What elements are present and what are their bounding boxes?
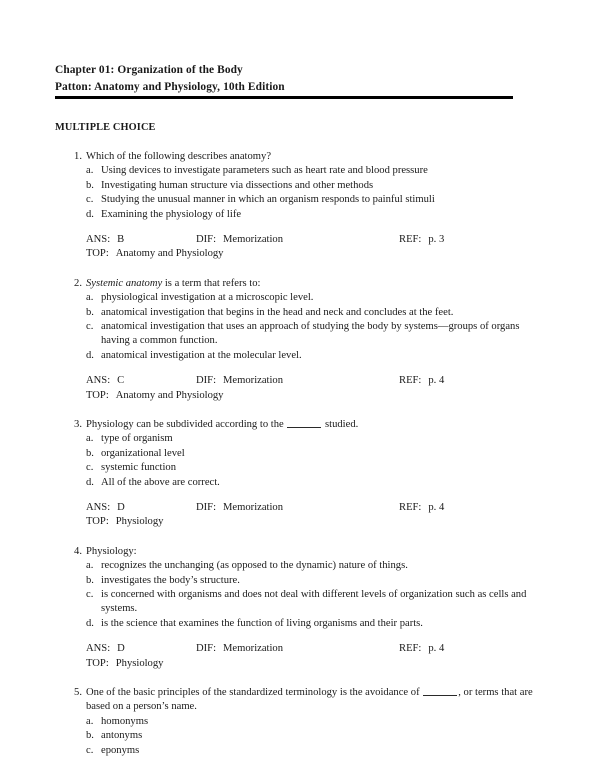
answer-key-row-primary — [86, 233, 540, 247]
option-letter: b. — [86, 306, 94, 318]
answer-label: ANS: — [86, 502, 111, 514]
option-letter: c. — [86, 589, 94, 601]
reference-label: REF: — [399, 375, 422, 387]
option-text: type of organism — [101, 433, 173, 445]
topic-value: Physiology — [115, 516, 164, 528]
answer-field — [86, 374, 124, 388]
difficulty-value: Memorization — [223, 375, 284, 387]
option-item[interactable] — [55, 179, 540, 193]
reference-value: p. 3 — [428, 234, 445, 246]
answer-key-row-topic — [86, 389, 540, 403]
answer-key-row-primary — [86, 642, 540, 656]
option-text: organizational level — [101, 447, 185, 459]
answer-key-block — [55, 233, 540, 262]
header-divider-rule — [55, 96, 513, 99]
topic-value: Physiology — [115, 657, 164, 669]
option-item[interactable] — [55, 574, 540, 588]
answer-key-block — [55, 374, 540, 403]
option-text: anatomical investigation at the molecular level. — [101, 349, 302, 361]
answer-key-block — [55, 642, 540, 671]
stem-text: Physiology: — [86, 545, 137, 557]
option-letter: c. — [86, 194, 94, 206]
option-item[interactable] — [55, 744, 540, 758]
answer-key-block — [55, 501, 540, 530]
question-item — [55, 545, 540, 671]
question-item — [55, 686, 540, 758]
stem-text: studied. — [322, 419, 359, 431]
option-text: Investigating human structure via dissections and other methods — [101, 179, 374, 191]
stem-text: Which of the following describes anatomy? — [86, 151, 272, 162]
option-text: Studying the unusual manner in which an organism responds to painful stimuli — [101, 194, 435, 206]
option-item[interactable] — [55, 291, 540, 305]
reference-field — [399, 642, 444, 656]
option-text: physiological investigation at a microscopic level. — [101, 292, 314, 304]
option-list — [55, 559, 540, 631]
document-header — [55, 62, 540, 95]
difficulty-label: DIF: — [196, 502, 217, 514]
option-letter: b. — [86, 730, 94, 742]
stem-text: One of the basic principles of the standardized terminology is the avoidance of — [86, 687, 423, 699]
difficulty-field — [196, 642, 283, 656]
option-item[interactable] — [55, 208, 540, 222]
option-letter: b. — [86, 447, 94, 459]
difficulty-field — [196, 374, 283, 388]
option-item[interactable] — [55, 193, 540, 207]
question-number: 3. — [74, 419, 82, 431]
option-list — [55, 164, 540, 222]
option-letter: d. — [86, 617, 94, 629]
answer-value: D — [117, 643, 125, 655]
reference-label: REF: — [399, 502, 422, 514]
option-text: antonyms — [101, 730, 143, 742]
reference-field — [399, 233, 444, 247]
option-item[interactable] — [55, 320, 540, 349]
question-item — [55, 277, 540, 403]
option-letter: a. — [86, 165, 94, 177]
question-stem — [55, 277, 540, 291]
answer-key-row-topic — [86, 247, 540, 261]
option-list — [55, 432, 540, 490]
answer-key-row-primary — [86, 374, 540, 388]
question-number: 1. — [74, 151, 82, 162]
option-item[interactable] — [55, 432, 540, 446]
question-number: 4. — [74, 545, 82, 557]
option-text: recognizes the unchanging (as opposed to the dynamic) nature of things. — [101, 560, 408, 572]
topic-label: TOP: — [86, 657, 109, 669]
question-stem — [55, 545, 540, 559]
answer-label: ANS: — [86, 234, 111, 246]
difficulty-label: DIF: — [196, 375, 217, 387]
option-text: is the science that examines the function of living organisms and their parts. — [101, 617, 423, 629]
section-heading-multiple-choice: MULTIPLE CHOICE — [55, 122, 156, 133]
topic-label: TOP: — [86, 248, 109, 260]
answer-field — [86, 233, 124, 247]
question-stem — [55, 686, 540, 715]
option-item[interactable] — [55, 164, 540, 178]
option-letter: d. — [86, 349, 94, 361]
difficulty-value: Memorization — [223, 502, 284, 514]
option-letter: a. — [86, 560, 94, 572]
answer-value: B — [117, 234, 125, 246]
topic-value: Anatomy and Physiology — [115, 248, 224, 260]
answer-key-row-topic — [86, 515, 540, 529]
option-letter: c. — [86, 321, 94, 333]
difficulty-label: DIF: — [196, 234, 217, 246]
question-number: 2. — [74, 277, 82, 289]
option-text: All of the above are correct. — [101, 476, 220, 488]
option-text: Examining the physiology of life — [101, 208, 242, 220]
option-item[interactable] — [55, 447, 540, 461]
question-item — [55, 418, 540, 530]
questions-list — [55, 150, 540, 758]
option-text: is concerned with organisms and does not deal with different levels of organization such as cells and systems. — [101, 589, 527, 615]
option-text: anatomical investigation that begins in the head and neck and concludes at the feet. — [101, 306, 454, 318]
reference-value: p. 4 — [428, 643, 445, 655]
option-text: systemic function — [101, 462, 177, 474]
option-list — [55, 715, 540, 758]
question-item — [55, 150, 540, 262]
answer-value: D — [117, 502, 125, 514]
answer-field — [86, 642, 125, 656]
header-chapter-title: Chapter 01: Organization of the Body — [55, 64, 243, 76]
option-letter: a. — [86, 715, 94, 727]
difficulty-value: Memorization — [223, 643, 284, 655]
difficulty-field — [196, 501, 283, 515]
reference-value: p. 4 — [428, 375, 445, 387]
reference-label: REF: — [399, 234, 422, 246]
answer-field — [86, 501, 125, 515]
answer-label: ANS: — [86, 375, 111, 387]
stem-text: Physiology can be subdivided according to the — [86, 419, 287, 431]
reference-value: p. 4 — [428, 502, 445, 514]
topic-label: TOP: — [86, 516, 109, 528]
option-item[interactable] — [55, 588, 540, 617]
option-item[interactable] — [55, 559, 540, 573]
stem-term-italic: Systemic anatomy — [86, 277, 163, 289]
answer-key-row-topic — [86, 657, 540, 671]
answer-label: ANS: — [86, 643, 111, 655]
option-item[interactable] — [55, 617, 540, 631]
option-letter: a. — [86, 433, 94, 445]
option-text: anatomical investigation that uses an approach of studying the body by systems—groups of organs having a common function. — [101, 321, 520, 347]
reference-label: REF: — [399, 643, 422, 655]
question-number: 5. — [74, 687, 82, 699]
option-letter: c. — [86, 744, 94, 756]
option-item[interactable] — [55, 715, 540, 729]
difficulty-field — [196, 233, 283, 247]
option-list — [55, 291, 540, 363]
option-letter: a. — [86, 292, 94, 304]
topic-value: Anatomy and Physiology — [115, 389, 224, 401]
reference-field — [399, 501, 444, 515]
difficulty-label: DIF: — [196, 643, 217, 655]
option-text: Using devices to investigate parameters such as heart rate and blood pressure — [101, 165, 428, 177]
option-text: eponyms — [101, 744, 140, 756]
option-letter: c. — [86, 462, 94, 474]
question-stem — [55, 418, 540, 432]
option-letter: d. — [86, 476, 94, 488]
option-letter: d. — [86, 208, 94, 220]
reference-field — [399, 374, 444, 388]
option-item[interactable] — [55, 306, 540, 320]
option-letter: b. — [86, 574, 94, 586]
topic-label: TOP: — [86, 389, 109, 401]
option-text: investigates the body’s structure. — [101, 574, 240, 586]
stem-text: is a term that refers to: — [162, 277, 261, 289]
option-letter: b. — [86, 179, 94, 191]
option-item[interactable] — [55, 349, 540, 363]
option-item[interactable] — [55, 729, 540, 743]
fill-in-blank — [423, 695, 457, 696]
answer-key-row-primary — [86, 501, 540, 515]
answer-value: C — [117, 375, 125, 387]
option-item[interactable] — [55, 476, 540, 490]
difficulty-value: Memorization — [223, 234, 284, 246]
fill-in-blank — [287, 427, 321, 428]
question-stem — [55, 150, 540, 164]
option-text: homonyms — [101, 715, 149, 727]
header-book-title: Patton: Anatomy and Physiology, 10th Edition — [55, 80, 285, 93]
option-item[interactable] — [55, 461, 540, 475]
stem-text: , or terms that are based on a person’s name. — [86, 687, 533, 713]
